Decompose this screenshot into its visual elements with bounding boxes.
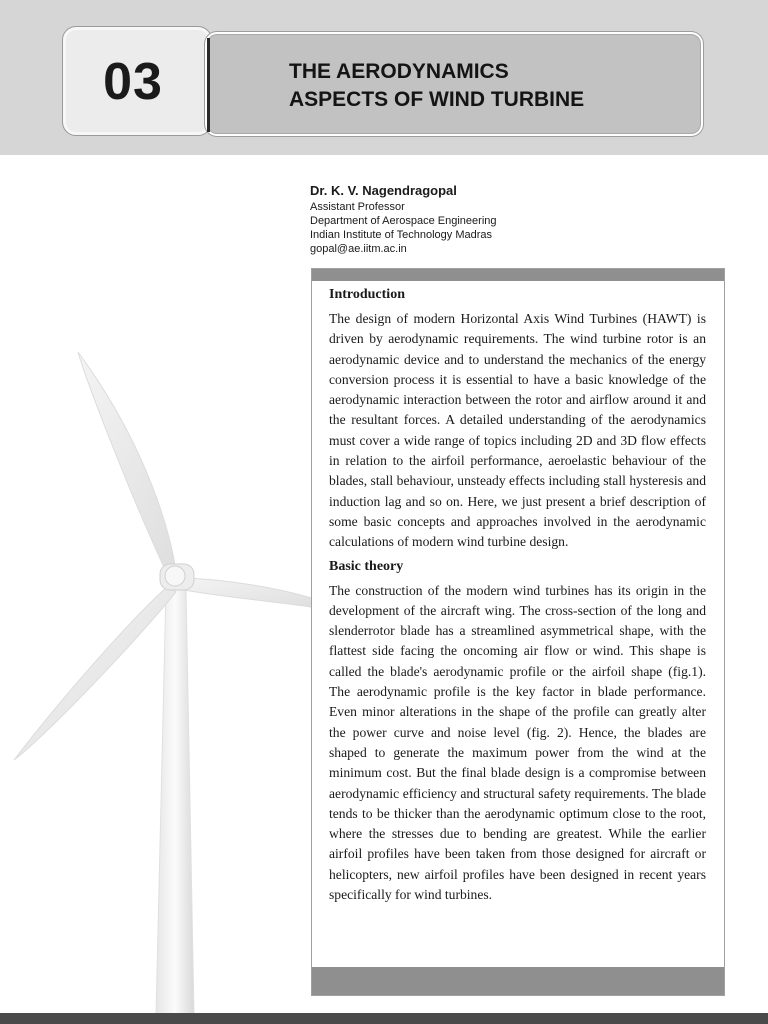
turbine-blade-right [184, 578, 318, 608]
section-body-introduction: The design of modern Horizontal Axis Wind Turbines (HAWT) is driven by aerodynamic requirements. The wind turbine rotor is an aerodynamic device and to understand the mechanics of the energy conversion process it is essential to have a basic knowledge of the aerodynamic interaction between the rotor and airflow around it and the resultant forces. A detailed understanding of the aerodynamics must cover a wide range of topics including 2D and 3D flow effects in relation to the airfoil performance, aeroelastic behaviour of the blades, stall behaviour, unsteady effects including stall hysteresis and induction lag and so on. Here, we just present a brief description of some basic concepts and approaches involved in the aerodynamic calculations of modern wind turbine design. [329, 311, 706, 550]
chapter-tab [62, 26, 212, 136]
chapter-title [289, 58, 689, 114]
wind-turbine-image [0, 340, 320, 1015]
header-band [0, 0, 768, 155]
section-heading-introduction: Introduction [329, 287, 405, 302]
title-divider [207, 38, 210, 132]
section-heading-basic-theory: Basic theory [329, 558, 404, 574]
turbine-blade-up [78, 352, 176, 576]
author-institute: Indian Institute of Technology Madras [310, 229, 493, 241]
turbine-tower [156, 590, 194, 1015]
section-body-basic-theory: The construction of the modern wind turbines has its origin in the development of the aircraft wing. The cross-section of the long and slenderrotor blade has a streamlined asymmetrical shape, with the flattest side facing the oncoming air flow or wind. This shape is called the blade's aerodynamic profile or the airfoil shape (fig.1). The aerodynamic profile is the key factor in blade performance. Even minor alterations in the shape of the profile can greatly alter the power curve and noise level (fig. 2). Hence, the blades are shaped to generate the maximum power from the wind at the minimum cost. But the final blade design is a compromise between aerodynamic efficiency and structural safety requirements. The blade tends to be thicker than the aerodynamic optimum close to the root, where the stresses due to bending are greatest. While the earlier airfoil profiles have been taken from those designed for aircraft or helicopters, new airfoil profiles have been designed in recent years specifically for wind turbines. [329, 582, 706, 903]
footer-bar [0, 1013, 768, 1024]
author-position: Assistant Professor [310, 201, 405, 213]
content-box-top-bar [312, 269, 724, 281]
content-text [329, 285, 706, 909]
author-name: Dr. K. V. Nagendragopal [310, 183, 457, 198]
chapter-title-line-1: THE AERODYNAMICS [289, 60, 509, 83]
chapter-number: 03 [103, 53, 163, 111]
author-email: gopal@ae.iitm.ac.in [310, 243, 407, 255]
chapter-title-box [205, 32, 703, 136]
turbine-blade-left [14, 586, 176, 760]
author-department: Department of Aerospace Engineering [310, 215, 497, 227]
turbine-hub [165, 566, 185, 586]
content-box-bottom-bar [312, 967, 724, 995]
chapter-title-line-2: ASPECTS OF WIND TURBINE [289, 88, 585, 111]
author-block [310, 182, 730, 256]
content-box [311, 268, 725, 996]
